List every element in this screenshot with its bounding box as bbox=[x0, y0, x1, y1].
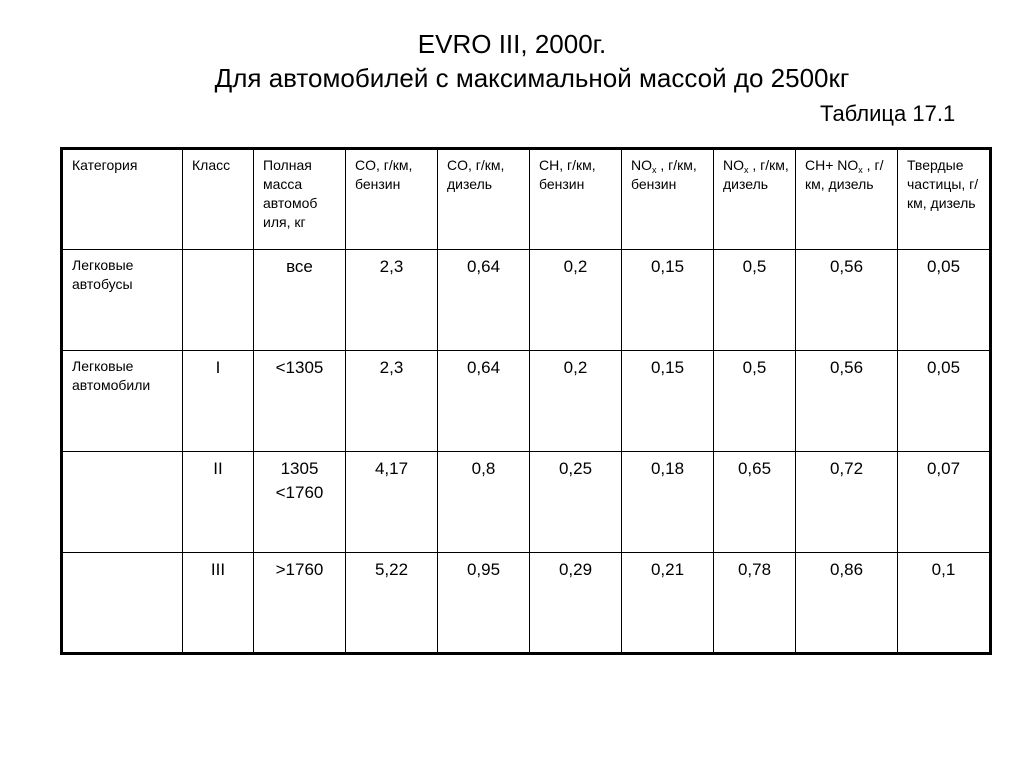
table-header-row bbox=[62, 149, 991, 250]
cell-co-petrol: 5,22 bbox=[346, 553, 438, 654]
cell-nox-petrol: 0,21 bbox=[622, 553, 714, 654]
cell-class: II bbox=[183, 452, 254, 553]
table-row bbox=[62, 250, 991, 351]
document-title: EVRO III, 2000г. bbox=[417, 29, 607, 59]
cell-category bbox=[62, 452, 183, 553]
header-particulates-diesel: Твердые частицы, г/км, дизель bbox=[898, 149, 991, 250]
cell-co-diesel: 0,95 bbox=[438, 553, 530, 654]
cell-co-diesel: 0,64 bbox=[438, 351, 530, 452]
cell-co-diesel: 0,8 bbox=[438, 452, 530, 553]
cell-particulates-diesel: 0,1 bbox=[898, 553, 991, 654]
cell-particulates-diesel: 0,05 bbox=[898, 250, 991, 351]
table-row bbox=[62, 553, 991, 654]
cell-co-petrol: 4,17 bbox=[346, 452, 438, 553]
cell-mass: все bbox=[254, 250, 346, 351]
table-row bbox=[62, 452, 991, 553]
cell-nox-petrol: 0,15 bbox=[622, 250, 714, 351]
header-class: Класс bbox=[183, 149, 254, 250]
cell-nox-diesel: 0,78 bbox=[714, 553, 796, 654]
table-row bbox=[62, 351, 991, 452]
cell-ch-petrol: 0,2 bbox=[530, 351, 622, 452]
cell-category bbox=[62, 553, 183, 654]
cell-category: Легковые автомобили bbox=[62, 351, 183, 452]
cell-class bbox=[183, 250, 254, 351]
cell-nox-diesel: 0,5 bbox=[714, 351, 796, 452]
cell-ch-nox-diesel: 0,56 bbox=[796, 351, 898, 452]
header-ch-nox-diesel: $CH+ NO_x$ , г/км, дизель bbox=[796, 149, 898, 250]
cell-ch-petrol: 0,29 bbox=[530, 553, 622, 654]
emission-norms-table bbox=[60, 147, 992, 655]
cell-co-diesel: 0,64 bbox=[438, 250, 530, 351]
cell-nox-petrol: 0,18 bbox=[622, 452, 714, 553]
table-caption: Таблица 17.1 bbox=[820, 101, 956, 126]
cell-ch-nox-diesel: 0,56 bbox=[796, 250, 898, 351]
header-co-petrol: CO, г/км, бензин bbox=[346, 149, 438, 250]
cell-nox-petrol: 0,15 bbox=[622, 351, 714, 452]
cell-class: III bbox=[183, 553, 254, 654]
header-category: Категория bbox=[62, 149, 183, 250]
cell-class: I bbox=[183, 351, 254, 452]
cell-mass: >1760 bbox=[254, 553, 346, 654]
cell-ch-nox-diesel: 0,72 bbox=[796, 452, 898, 553]
cell-particulates-diesel: 0,07 bbox=[898, 452, 991, 553]
cell-co-petrol: 2,3 bbox=[346, 351, 438, 452]
cell-mass: <1305 bbox=[254, 351, 346, 452]
cell-category: Легковые автобусы bbox=[62, 250, 183, 351]
document-subtitle: Для автомобилей с максимальной массой до 2500кг bbox=[214, 63, 850, 93]
cell-ch-petrol: 0,25 bbox=[530, 452, 622, 553]
header-nox-petrol: $NO_x$ , г/км, бензин bbox=[622, 149, 714, 250]
header-ch-petrol: CH, г/км, бензин bbox=[530, 149, 622, 250]
header-nox-diesel: $NO_x$ , г/км, дизель bbox=[714, 149, 796, 250]
cell-nox-diesel: 0,65 bbox=[714, 452, 796, 553]
cell-ch-nox-diesel: 0,86 bbox=[796, 553, 898, 654]
cell-co-petrol: 2,3 bbox=[346, 250, 438, 351]
cell-mass: 1305 <1760 bbox=[254, 452, 346, 553]
cell-particulates-diesel: 0,05 bbox=[898, 351, 991, 452]
header-gross-mass: Полная масса автомоб иля, кг bbox=[254, 149, 346, 250]
cell-nox-diesel: 0,5 bbox=[714, 250, 796, 351]
header-co-diesel: CO, г/км, дизель bbox=[438, 149, 530, 250]
cell-ch-petrol: 0,2 bbox=[530, 250, 622, 351]
